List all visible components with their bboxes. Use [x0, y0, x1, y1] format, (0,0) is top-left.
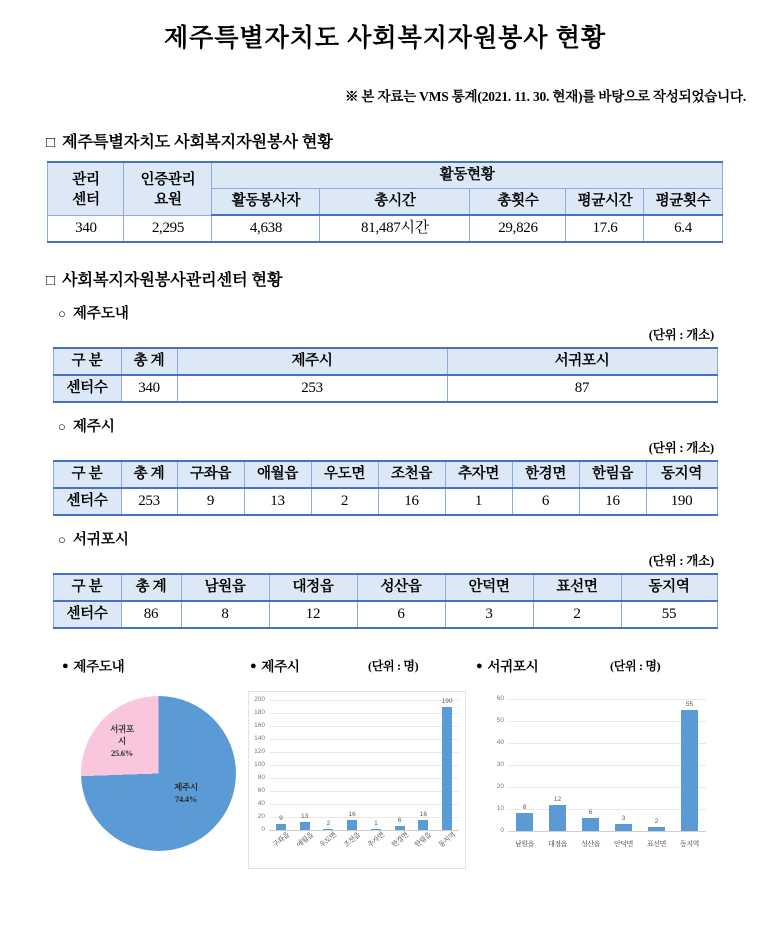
gridline: [269, 739, 459, 740]
cell-province-jeju: 253: [177, 375, 447, 402]
x-axis-tick-label: 우도면: [319, 831, 339, 850]
col-header-avg-hours: 평균시간: [566, 189, 644, 216]
pie-label-jeju-name: 제주시: [174, 782, 198, 792]
bar: [615, 824, 632, 831]
square-marker-icon: □: [46, 273, 56, 289]
bullet-icon: ●: [250, 660, 257, 672]
bar-value-label: 12: [553, 795, 562, 803]
gridline: [269, 778, 459, 779]
col-header-seogwipo-city: 서귀포시: [447, 348, 717, 375]
row-label-center-count: 센터수: [53, 601, 121, 628]
bar: [549, 805, 566, 831]
cell-jeju-aewol: 13: [244, 488, 311, 515]
col-header-dong-area: 동지역: [646, 461, 717, 488]
gridline: [269, 804, 459, 805]
x-axis-tick-label: 한경면: [390, 831, 410, 850]
cell-jeju-hangyeong: 6: [512, 488, 579, 515]
cell-seogwipo-total: 86: [121, 601, 181, 628]
table-row: [53, 601, 717, 628]
sub-heading-seogwipo-city-label: 서귀포시: [72, 532, 129, 548]
col-header-division: 구 분: [53, 574, 121, 601]
gridline: [269, 765, 459, 766]
pie-label-seogwipo: [98, 723, 146, 759]
unit-note-province: (단위 : 개소): [648, 328, 714, 342]
gridline: [508, 699, 706, 700]
y-axis-tick-label: 160: [254, 722, 265, 729]
row-label-center-count: 센터수: [53, 375, 121, 402]
x-axis-tick-label: 애월읍: [295, 831, 315, 850]
bar-value-label: 6: [397, 817, 402, 825]
gridline: [508, 831, 706, 832]
y-axis-tick-label: 10: [496, 805, 504, 812]
bar-chart-jeju: [248, 691, 466, 869]
section-heading-2: [46, 267, 770, 290]
col-header-seongsan: 성산읍: [357, 574, 445, 601]
cell-jeju-gujwa: 9: [177, 488, 244, 515]
cell-jeju-dong: 190: [646, 488, 717, 515]
bar-value-label: 16: [419, 810, 427, 818]
cell-total-count: 29,826: [470, 215, 566, 242]
x-axis-tick-label: 추자면: [366, 831, 386, 850]
x-axis-tick-label: 동지역: [679, 841, 700, 848]
overview-table: [47, 161, 722, 243]
col-header-jocheon: 조천읍: [378, 461, 445, 488]
chart-title-province: ● 제주도내: [62, 659, 125, 674]
bar-chart-jeju-plot: [249, 692, 465, 868]
col-header-aewol: 애월읍: [244, 461, 311, 488]
y-axis-tick-label: 20: [257, 813, 265, 820]
gridline: [269, 713, 459, 714]
pie-chart-graphic: [81, 696, 236, 851]
col-header-andeok: 안덕면: [445, 574, 533, 601]
cell-jeju-udo: 2: [311, 488, 378, 515]
cell-province-total: 340: [121, 375, 177, 402]
y-axis-tick-label: 0: [500, 827, 504, 834]
col-header-pyoseon: 표선면: [533, 574, 621, 601]
col-header-division: 구 분: [53, 348, 121, 375]
cell-seogwipo-pyoseon: 2: [533, 601, 621, 628]
bar-chart-seogwipo-plot: [486, 691, 714, 867]
cell-seogwipo-andeok: 3: [445, 601, 533, 628]
page-title: 제주특별자치도 사회복지자원봉사 현황: [163, 25, 607, 52]
y-axis-tick-label: 40: [257, 800, 265, 807]
bar-value-label: 55: [685, 701, 694, 708]
cell-jeju-total: 253: [121, 488, 177, 515]
x-axis-tick-label: 남원읍: [514, 841, 535, 848]
bar-value-label: 9: [279, 815, 283, 823]
sub-heading-jeju-province-label: 제주도내: [72, 306, 129, 322]
seogwipo-city-table: [53, 573, 718, 629]
y-axis-tick-label: 20: [496, 783, 504, 790]
jeju-city-table: [53, 460, 718, 516]
cell-jeju-chuja: 1: [445, 488, 512, 515]
bar-value-label: 2: [326, 819, 331, 827]
chart-title-seogwipo: ● 서귀포시: [476, 659, 539, 674]
y-axis-tick-label: 0: [261, 826, 265, 833]
y-axis-tick-label: 180: [254, 709, 265, 716]
gridline: [269, 726, 459, 727]
pie-label-seogwipo-value: 25.6%: [111, 748, 133, 758]
sub-heading-jeju-city-label: 제주시: [72, 419, 115, 435]
bar: [300, 822, 310, 830]
x-axis-tick-label: 표선면: [646, 841, 667, 848]
table-row: [48, 215, 722, 242]
gridline: [508, 721, 706, 722]
sub-heading-jeju-city: [58, 415, 770, 436]
charts-section: [0, 655, 770, 870]
col-header-total-hours: 총시간: [320, 189, 470, 216]
bar: [681, 710, 698, 831]
table-row: [53, 375, 717, 402]
y-axis-tick-label: 50: [496, 717, 504, 724]
circle-marker-icon: ○: [58, 419, 66, 434]
cell-total-hours: 81,487시간: [320, 215, 470, 242]
cell-avg-hours: 17.6: [566, 215, 644, 242]
col-header-avg-count: 평균횟수: [644, 189, 722, 216]
table-row: [53, 574, 717, 601]
bar-value-label: 16: [348, 810, 356, 818]
gridline: [269, 752, 459, 753]
col-header-management-center: 관리 센터: [48, 162, 124, 215]
col-header-udo: 우도면: [311, 461, 378, 488]
y-axis-tick-label: 60: [496, 695, 504, 702]
bar-value-label: 3: [621, 815, 626, 823]
col-header-division: 구 분: [53, 461, 121, 488]
y-axis-tick-label: 200: [254, 696, 265, 703]
col-header-hangyeong: 한경면: [512, 461, 579, 488]
y-axis-tick-label: 140: [254, 735, 265, 742]
bullet-icon: ●: [476, 660, 483, 672]
bar: [442, 707, 452, 831]
col-header-volunteers: 활동봉사자: [212, 189, 320, 216]
pie-chart-province: [58, 691, 243, 861]
x-axis-tick-label: 동지역: [437, 831, 458, 850]
cell-province-seogwipo: 87: [447, 375, 717, 402]
row-label-center-count: 센터수: [53, 488, 121, 515]
col-header-chuja: 추자면: [445, 461, 512, 488]
gridline: [269, 791, 459, 792]
unit-note-jeju: (단위 : 개소): [648, 441, 714, 455]
cell-seogwipo-dong: 55: [621, 601, 717, 628]
section-heading-2-label: 사회복지자원봉사관리센터 현황: [62, 272, 283, 289]
table-row: [53, 461, 717, 488]
gridline: [508, 743, 706, 744]
pie-label-seogwipo-name-2: 시: [118, 736, 126, 746]
table-row: [53, 348, 717, 375]
col-header-jeju-city: 제주시: [177, 348, 447, 375]
col-header-namwon: 남원읍: [181, 574, 269, 601]
sub-heading-seogwipo-city: [58, 528, 770, 549]
cell-seogwipo-namwon: 8: [181, 601, 269, 628]
col-header-dong-area: 동지역: [621, 574, 717, 601]
x-axis-tick-label: 구좌읍: [271, 831, 291, 850]
bar-value-label: 13: [301, 812, 309, 820]
col-header-total: 총 계: [121, 461, 177, 488]
table-row: [48, 162, 722, 189]
chart-unit-seogwipo: (단위 : 명): [610, 659, 661, 673]
unit-note-seogwipo: (단위 : 개소): [648, 554, 714, 568]
chart-unit-jeju: (단위 : 명): [368, 659, 419, 673]
col-header-total: 총 계: [121, 348, 177, 375]
bar-chart-seogwipo: [486, 691, 714, 867]
x-axis-tick-label: 조천읍: [342, 831, 363, 850]
x-axis-tick-label: 대정읍: [547, 841, 568, 848]
cell-volunteers: 4,638: [212, 215, 320, 242]
y-axis-tick-label: 100: [254, 761, 265, 768]
circle-marker-icon: ○: [58, 532, 66, 547]
x-axis-tick-label: 성산읍: [580, 841, 601, 848]
bar: [516, 813, 533, 831]
bullet-icon: ●: [62, 660, 69, 672]
cell-certified-staff: 2,295: [124, 215, 212, 242]
y-axis-tick-label: 30: [496, 761, 504, 768]
y-axis-tick-label: 60: [257, 787, 265, 794]
y-axis-tick-label: 40: [496, 739, 504, 746]
col-header-activity-group: 활동현황: [212, 162, 722, 189]
bar: [347, 820, 357, 830]
col-header-certified-staff: 인증관리 요원: [124, 162, 212, 215]
section-heading-1-label: 제주특별자치도 사회복지자원봉사 현황: [62, 134, 333, 151]
bar-value-label: 1: [374, 820, 378, 828]
col-header-total: 총 계: [121, 574, 181, 601]
province-center-table: [53, 347, 718, 403]
col-header-gujwa: 구좌읍: [177, 461, 244, 488]
circle-marker-icon: ○: [58, 306, 66, 321]
cell-management-center: 340: [48, 215, 124, 242]
col-header-daejeong: 대정읍: [269, 574, 357, 601]
gridline: [508, 787, 706, 788]
cell-seogwipo-seongsan: 6: [357, 601, 445, 628]
source-note: ※ 본 자료는 VMS 통계(2021. 11. 30. 현재)를 바탕으로 작성되었습니다.: [344, 89, 746, 104]
bar: [648, 827, 665, 831]
cell-seogwipo-daejeong: 12: [269, 601, 357, 628]
pie-label-jeju-value: 74.4%: [175, 794, 197, 804]
bar: [582, 818, 599, 831]
bar-value-label: 6: [588, 808, 593, 816]
col-header-hallim: 한림읍: [579, 461, 646, 488]
y-axis-tick-label: 120: [254, 748, 265, 755]
bar-value-label: 2: [654, 817, 659, 825]
section-heading-1: [46, 129, 770, 152]
sub-heading-jeju-province: [58, 302, 770, 323]
gridline: [508, 765, 706, 766]
table-row: [53, 488, 717, 515]
square-marker-icon: □: [46, 135, 56, 151]
cell-jeju-jocheon: 16: [378, 488, 445, 515]
cell-avg-count: 6.4: [644, 215, 722, 242]
y-axis-tick-label: 80: [257, 774, 265, 781]
x-axis-tick-label: 한림읍: [414, 831, 434, 850]
col-header-total-count: 총횟수: [470, 189, 566, 216]
bar-value-label: 190: [441, 697, 453, 705]
cell-jeju-hallim: 16: [579, 488, 646, 515]
x-axis-tick-label: 안덕면: [613, 841, 634, 848]
bar-value-label: 8: [522, 804, 527, 812]
pie-label-jeju: [162, 781, 210, 805]
pie-label-seogwipo-name-1: 서귀포: [110, 724, 134, 734]
chart-title-jeju: ● 제주시: [250, 659, 300, 674]
